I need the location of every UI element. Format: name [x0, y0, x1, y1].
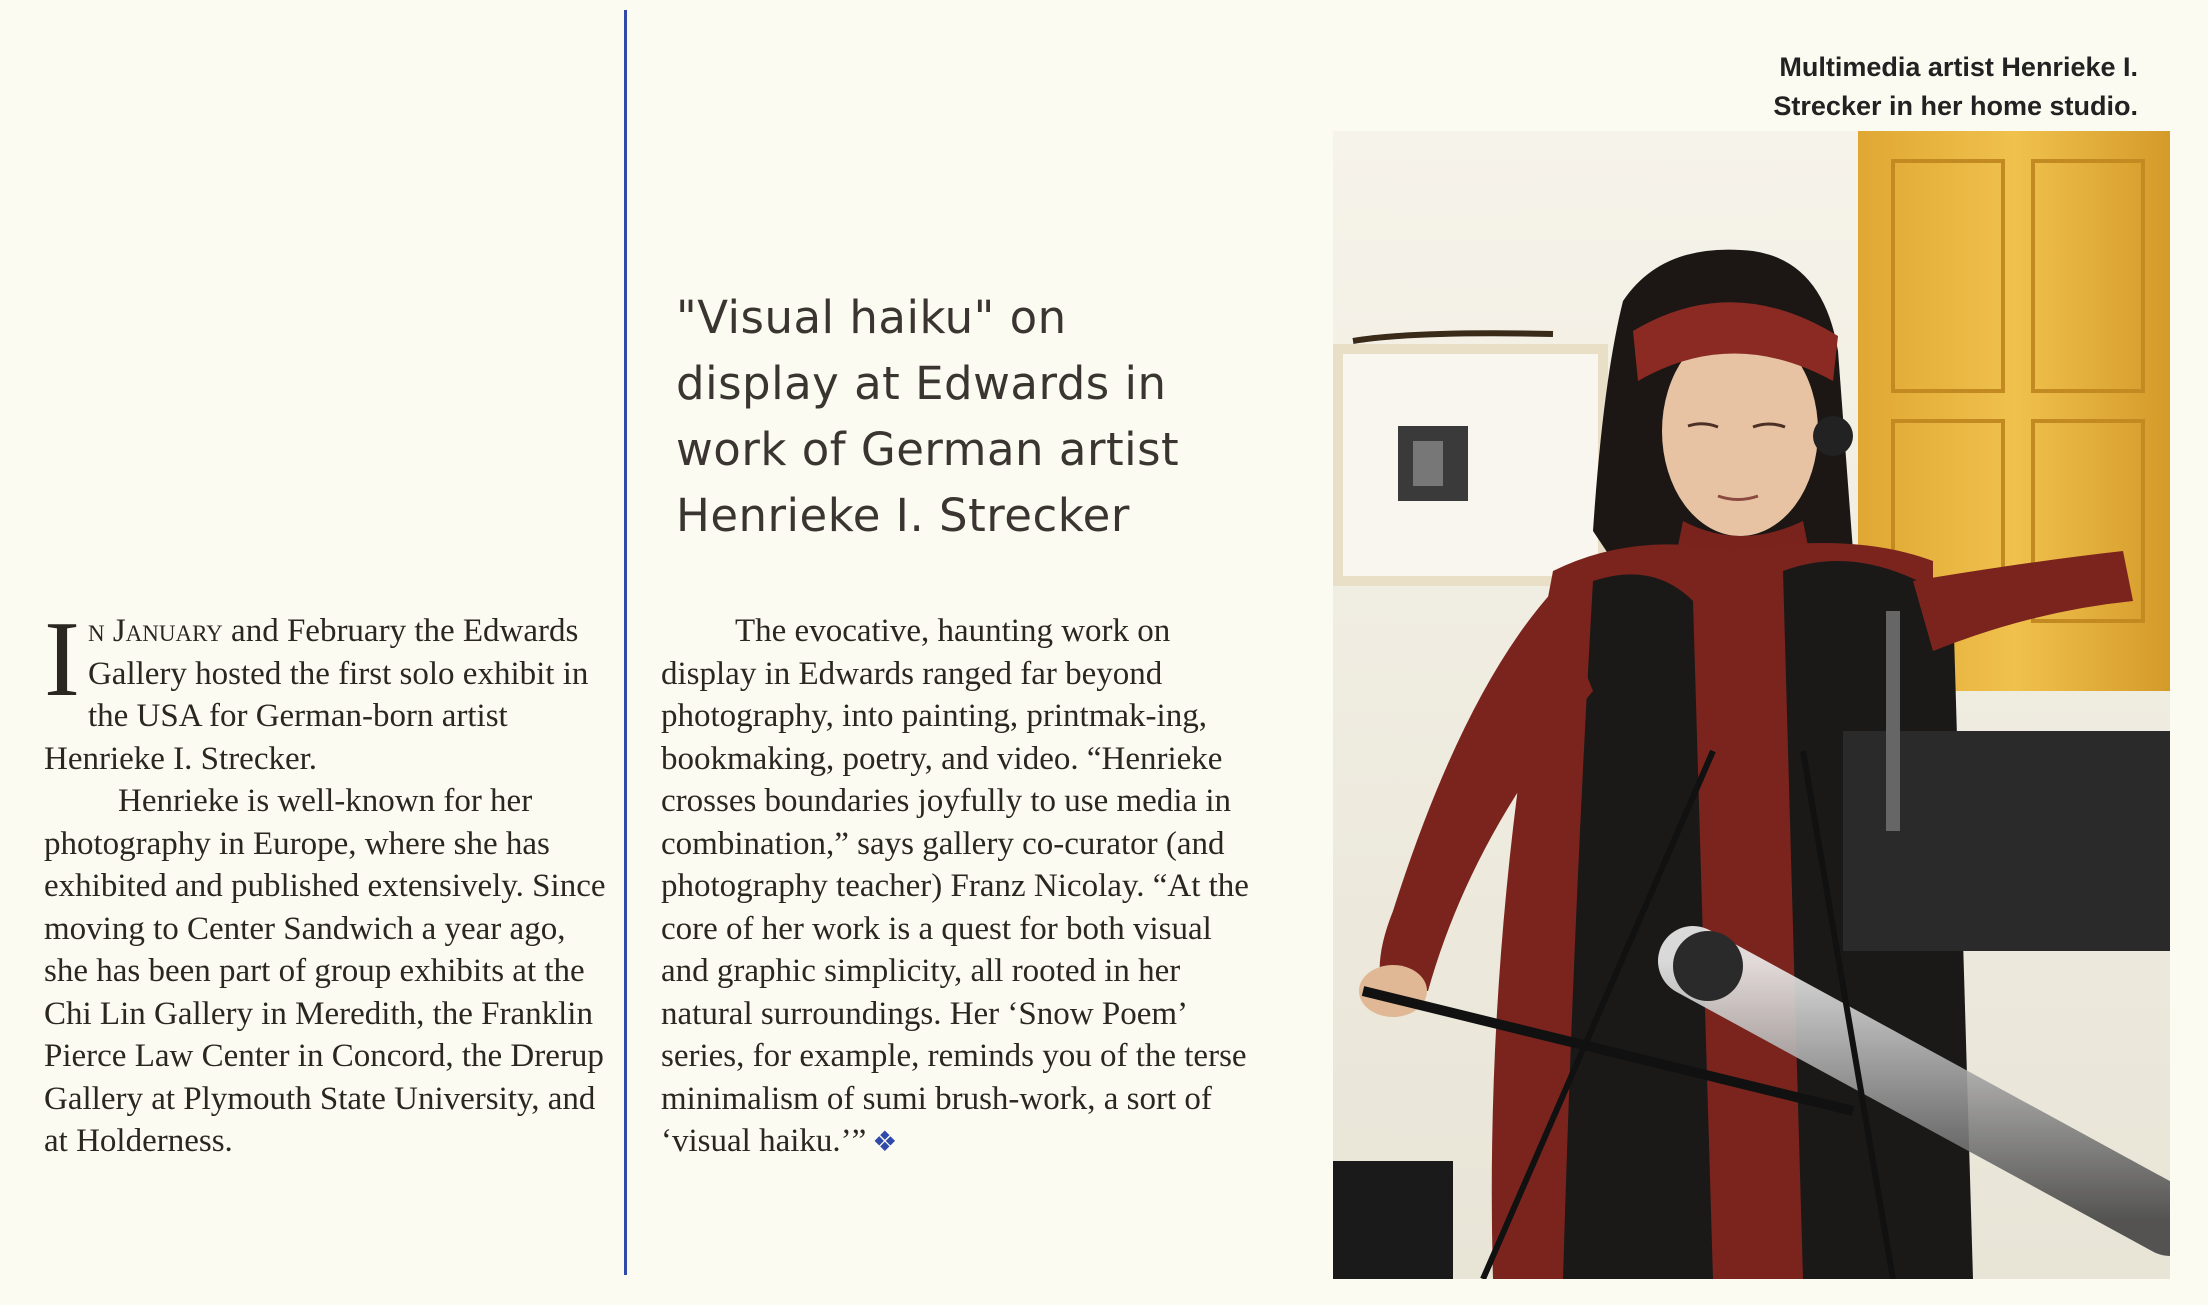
- column-divider: [624, 10, 627, 1275]
- headline-line-2: display at Edwards in: [676, 357, 1167, 410]
- headline-line-1: "Visual haiku" on: [676, 291, 1067, 344]
- drop-cap: I: [44, 600, 80, 719]
- left-paragraph-2: Henrieke is well-known for her photography in Europe, where she has exhibited and published extensively. Since moving to Center Sandwich a year ago, she has been part of group exhibits at the Chi Lin Gallery in Meredith, the Franklin Pierce Law Center in Concord, the Drerup Gallery at Plymouth State University, and at Holderness.: [44, 783, 606, 1159]
- headline-line-4: Henrieke I. Strecker: [676, 489, 1130, 542]
- left-column: [44, 600, 614, 1163]
- middle-paragraph: [661, 610, 1256, 1165]
- middle-paragraph-text: The evocative, haunting work on display in Edwards ranged far beyond photography, into painting, printmak-ing, bookmaking, poetry, and video. “Henrieke crosses boundaries joyfully to use media in combination,” says gallery co-curator (and photography teacher) Franz Nicolay. “At the core of her work is a quest for both visual and graphic simplicity, all rooted in her natural surroundings. Her ‘Snow Poem’ series, for example, reminds you of the terse minimalism of sumi brush-work, a sort of ‘visual haiku.’”: [661, 613, 1249, 1159]
- headline-line-3: work of German artist: [676, 423, 1180, 476]
- article-headline: [676, 285, 1236, 549]
- end-mark-icon: ❖: [872, 1127, 898, 1158]
- left-paragraph-1-text: and February the Edwards Gallery hosted the first solo exhibit in the USA for German-born artist Henrieke I. Strecker.: [44, 613, 589, 777]
- left-paragraph-1: [44, 600, 614, 780]
- photo-caption: [1698, 48, 2138, 126]
- middle-column: [661, 610, 1256, 1165]
- artist-photo-illustration: [1333, 131, 2170, 1279]
- lead-in: n January: [87, 613, 223, 649]
- caption-line-1: Multimedia artist Henrieke I.: [1779, 52, 2138, 82]
- caption-line-2: Strecker in her home studio.: [1773, 91, 2138, 121]
- artist-photo: [1333, 131, 2170, 1279]
